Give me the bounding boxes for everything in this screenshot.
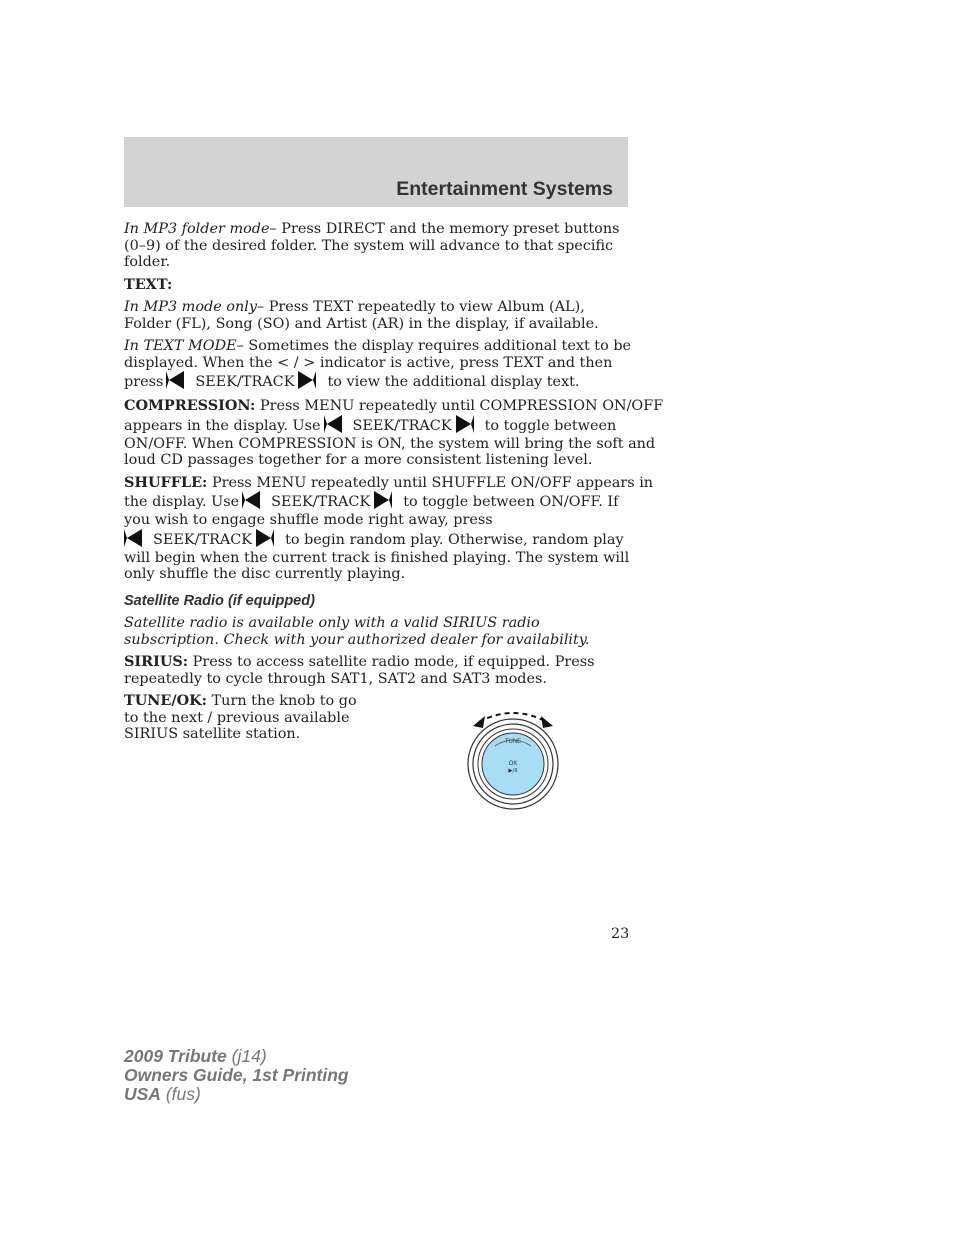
seek-previous-icon [324,415,342,433]
seek-next-icon [456,415,474,433]
shuffle-line-1-text: Press MENU repeatedly until SHUFFLE ON/OFF appears in [211,474,654,491]
seek-track-label: SEEK/TRACK [271,494,371,510]
arrow-right-icon [541,716,553,728]
tune-ok-text: Turn the knob to go to the next / previous available SIRIUS satellite station. [124,693,357,742]
text-mode-line-1 [124,338,632,355]
mp3-mode-text: – Press TEXT repeatedly to view Album (AL), Folder (FL), Song (SO) and Artist (AR) in the display, if available. [124,299,599,332]
shuffle-line-2-start: the display. Use [124,494,240,510]
footer-line-2: Owners Guide, 1st Printing [124,1065,349,1085]
shuffle-line-4 [124,529,628,550]
shuffle-line-5: will begin when the current track is finished playing. The system will [124,549,630,566]
compression-label: COMPRESSION: [124,397,256,414]
tune-label: TUNE [504,739,522,745]
footer-model-code: (j14) [231,1046,267,1066]
compression-line-2-end: to toggle between [484,417,617,434]
footer-line-3 [124,1085,349,1104]
compression-line-2 [124,415,628,436]
shuffle-line-2-end: to toggle between ON/OFF. If [403,494,619,510]
satellite-note: Satellite radio is available only with a valid SIRIUS radio subscription. Check with your authorized dealer for availability. [124,615,590,648]
seek-track-label: SEEK/TRACK [195,374,295,390]
text-mode-line-1-text: – Sometimes the display requires additional text to be [236,338,632,354]
text-mode-lead: In TEXT MODE [124,338,237,354]
shuffle-paragraph [124,473,654,583]
sirius-paragraph [124,654,628,687]
mp3-mode-lead: In MP3 mode only [124,299,257,315]
shuffle-line-4-end: to begin random play. Otherwise, random play [285,531,624,548]
seek-track-label: SEEK/TRACK [153,531,253,548]
text-heading: TEXT: [124,275,173,293]
compression-line-3: ON/OFF. When COMPRESSION is ON, the system will bring the soft and [124,435,656,452]
seek-next-icon [298,371,316,389]
mp3-mode-paragraph [124,299,628,332]
seek-next-icon [256,529,274,547]
shuffle-line-2 [124,491,628,512]
seek-previous-icon [124,529,142,547]
text-mode-press: press [124,374,164,390]
arrow-left-icon [473,716,485,728]
footer-model: 2009 Tribute [124,1046,227,1066]
shuffle-line-6: only shuffle the disc currently playing. [124,566,406,582]
shuffle-label: SHUFFLE: [124,473,208,491]
footer [124,1047,349,1104]
section-title: Entertainment Systems [396,178,613,200]
text-mode-paragraph [124,338,632,392]
page-number: 23 [611,926,630,942]
compression-line-1 [124,397,664,415]
sirius-text: Press to access satellite radio mode, if equipped. Press repeatedly to cycle through SAT1, SAT2 and SAT3 modes. [124,654,595,687]
mp3-folder-lead: In MP3 folder mode [124,221,270,237]
ok-label: OK [508,761,518,767]
seek-next-icon [374,491,392,509]
shuffle-line-1 [124,473,654,492]
compression-line-1-text: Press MENU repeatedly until COMPRESSION ON/OFF [259,398,664,414]
footer-market-code: (fus) [165,1084,201,1104]
footer-line-1 [124,1047,349,1066]
shuffle-line-3: you wish to engage shuffle mode right away, press [124,512,493,528]
text-mode-line-2: displayed. When the < / > indicator is active, press TEXT and then [124,354,613,371]
compression-line-4: loud CD passages together for a more consistent listening level. [124,452,593,468]
page-content [124,221,664,749]
compression-line-2-start: appears in the display. Use [124,417,321,434]
tune-ok-paragraph [124,693,374,743]
satellite-radio-heading: Satellite Radio (if equipped) [124,592,315,609]
play-pause-icon: ▶/II [508,768,518,774]
seek-previous-icon [242,491,260,509]
compression-paragraph [124,397,664,469]
mp3-folder-paragraph [124,221,628,271]
tune-knob-illustration [465,706,561,812]
sirius-label: SIRIUS: [124,653,189,670]
footer-market: USA [124,1084,161,1104]
tune-ok-label: TUNE/OK: [124,692,207,709]
seek-track-label: SEEK/TRACK [352,417,452,434]
section-header-bar [124,137,628,207]
text-mode-line-3 [124,371,628,392]
text-mode-end: to view the additional display text. [327,374,580,390]
seek-previous-icon [166,371,184,389]
mp3-folder-text: – Press DIRECT and the memory preset buttons (0–9) of the desired folder. The system will advance to that specific folder. [124,221,620,270]
